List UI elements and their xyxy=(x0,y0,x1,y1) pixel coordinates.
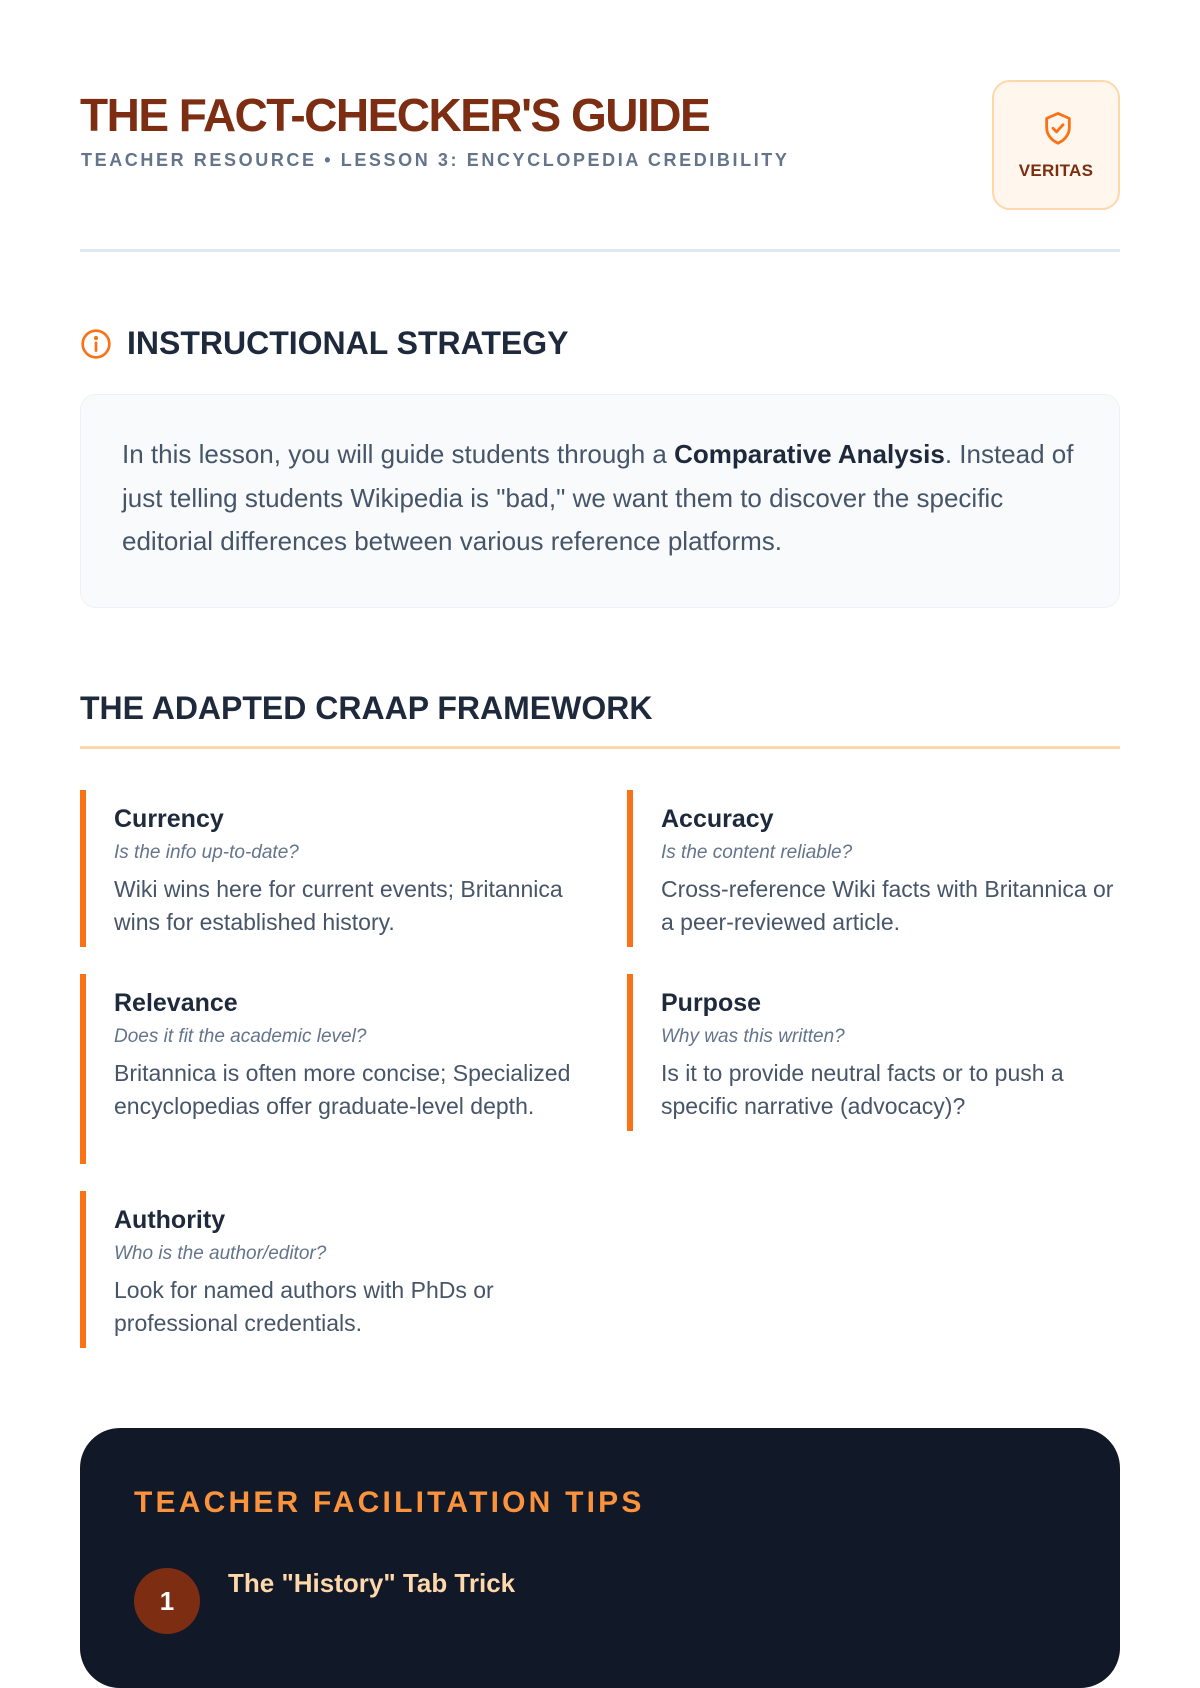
tip-title: The "History" Tab Trick xyxy=(228,1568,516,1598)
page-header xyxy=(80,80,1120,252)
framework-divider xyxy=(80,746,1120,749)
framework-item-currency xyxy=(80,790,600,947)
framework-item-question: Does it fit the academic level? xyxy=(114,1026,367,1047)
shield-check-icon xyxy=(1041,110,1075,148)
framework-item-name: Relevance xyxy=(114,989,238,1017)
tips-title: TEACHER FACILITATION TIPS xyxy=(134,1486,645,1519)
framework-item-accuracy xyxy=(627,790,1120,947)
framework-item-description: Is it to provide neutral facts or to push a specific narrative (advocacy)? xyxy=(661,1060,1064,1119)
framework-item-question: Who is the author/editor? xyxy=(114,1243,327,1264)
framework-item-relevance xyxy=(80,974,600,1164)
framework-item-question: Is the info up-to-date? xyxy=(114,842,299,863)
framework-item-description: Cross-reference Wiki facts with Britannica or a peer-reviewed article. xyxy=(661,876,1114,935)
strategy-text: In this lesson, you will guide students through a Comparative Analysis. Instead of just telling students Wikipedia is "bad," we want them to discover the specific editorial differences between various reference platforms. xyxy=(122,439,1074,556)
tip-number-badge: 1 xyxy=(134,1568,200,1634)
page-title: THE FACT-CHECKER'S GUIDE xyxy=(80,89,710,141)
badge-label: VERITAS xyxy=(1018,161,1094,180)
info-icon xyxy=(80,328,112,360)
framework-item-question: Why was this written? xyxy=(661,1026,845,1047)
page-subtitle: TEACHER RESOURCE • LESSON 3: ENCYCLOPEDIA CREDIBILITY xyxy=(81,150,790,170)
framework-item-name: Authority xyxy=(114,1206,226,1234)
facilitation-tips-panel xyxy=(80,1428,1120,1688)
framework-item-description: Wiki wins here for current events; Britannica wins for established history. xyxy=(114,876,563,935)
strategy-heading xyxy=(80,322,1120,366)
strategy-title: INSTRUCTIONAL STRATEGY xyxy=(127,325,569,361)
strategy-callout xyxy=(80,394,1120,608)
strategy-emphasis: Comparative Analysis xyxy=(674,439,945,469)
veritas-badge xyxy=(992,80,1120,210)
framework-item-authority xyxy=(80,1191,600,1348)
framework-item-name: Currency xyxy=(114,805,224,833)
framework-item-name: Accuracy xyxy=(661,805,774,833)
framework-item-purpose xyxy=(627,974,1120,1131)
framework-title: THE ADAPTED CRAAP FRAMEWORK xyxy=(80,690,653,726)
framework-item-description: Look for named authors with PhDs or professional credentials. xyxy=(114,1277,494,1336)
framework-item-name: Purpose xyxy=(661,989,762,1017)
framework-item-description: Britannica is often more concise; Specialized encyclopedias offer graduate-level depth. xyxy=(114,1060,571,1119)
framework-item-question: Is the content reliable? xyxy=(661,842,853,863)
teacher-guide-page xyxy=(80,0,1120,1616)
